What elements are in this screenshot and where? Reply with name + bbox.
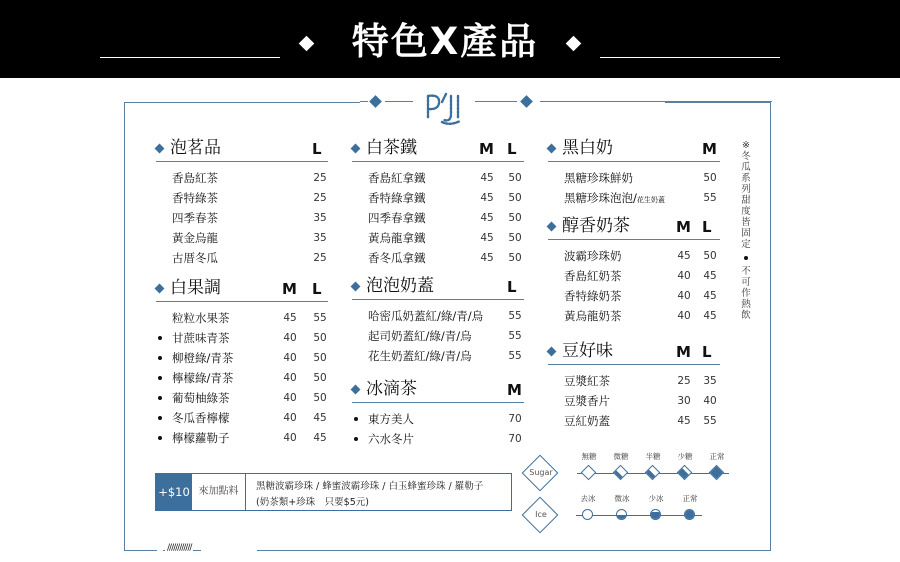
diamond-icon — [351, 144, 361, 154]
item-name — [368, 248, 426, 268]
item-price: 50 — [508, 212, 522, 224]
size-label: M — [676, 218, 691, 236]
sugar-level-label: 正常 — [709, 452, 725, 461]
item-name-text: 四季春茶 — [172, 211, 218, 225]
menu-item — [548, 286, 720, 306]
item-name — [172, 188, 218, 208]
item-list — [156, 168, 328, 268]
item-list — [156, 308, 328, 448]
menu-section-milk-foam — [352, 274, 524, 366]
item-price: 55 — [508, 330, 522, 342]
ice-level-label: 正常 — [682, 494, 698, 503]
bullet-icon — [158, 356, 162, 360]
item-name-text: 花生奶蓋紅/綠/青/烏 — [368, 349, 472, 363]
sugar-level-label: 半糖 — [645, 452, 661, 461]
item-name-text: 波霸珍珠奶 — [564, 249, 622, 263]
item-price: 50 — [313, 392, 327, 404]
item-name-text: 粒粒水果茶 — [172, 311, 230, 325]
item-name-text: 香冬瓜拿鐵 — [368, 251, 426, 265]
item-name — [564, 286, 622, 306]
item-price: 45 — [703, 290, 717, 302]
item-price: 45 — [480, 252, 494, 264]
item-price: 70 — [508, 433, 522, 445]
item-name — [564, 391, 610, 411]
bullet-icon — [354, 437, 358, 441]
menu-section-black-white-milk — [548, 136, 720, 208]
diamond-icon — [369, 95, 382, 108]
size-label: L — [702, 343, 712, 361]
ice-level-fill — [685, 510, 694, 519]
item-name-text: 四季春拿鐵 — [368, 211, 426, 225]
menu-item — [352, 409, 524, 429]
sugar-level-label: 無糖 — [581, 452, 597, 461]
menu-item — [156, 228, 328, 248]
item-name — [368, 228, 426, 248]
toppings-label: 來加點料 — [192, 474, 246, 510]
diamond-icon — [520, 95, 533, 108]
sugar-level-label: 少糖 — [677, 452, 693, 461]
item-name-text: 香特綠茶 — [172, 191, 218, 205]
item-price: 40 — [677, 310, 691, 322]
item-name — [172, 208, 218, 228]
item-name-text: 香島紅奶茶 — [564, 269, 622, 283]
item-name-text: 哈密瓜奶蓋紅/綠/青/烏 — [368, 309, 484, 323]
ice-level-fill — [651, 512, 660, 519]
size-label: L — [312, 140, 322, 158]
ice-level-mark[interactable] — [582, 509, 593, 520]
diamond-icon — [566, 36, 582, 52]
item-list — [548, 168, 720, 208]
toppings-list: 黑糖波霸珍珠 / 蜂蜜波霸珍珠 / 白玉蜂蜜珍珠 / 羅勒子 — [256, 481, 484, 492]
section-title: 黑白奶 — [562, 138, 613, 158]
item-name-text: 檸檬蘿勒子 — [172, 431, 230, 445]
section-header — [548, 214, 720, 240]
item-name — [368, 409, 414, 429]
section-title: 泡泡奶蓋 — [366, 276, 434, 296]
menu-item — [548, 306, 720, 326]
item-price: 35 — [313, 212, 327, 224]
size-label: M — [479, 140, 494, 158]
ice-level-label: 少冰 — [648, 494, 664, 503]
item-price: 40 — [677, 270, 691, 282]
item-price: 50 — [508, 252, 522, 264]
toppings-price: +$10 — [156, 474, 192, 510]
menu-item — [156, 408, 328, 428]
item-name — [172, 328, 230, 348]
section-title: 白果調 — [170, 278, 221, 298]
item-price: 55 — [313, 312, 327, 324]
menu-item — [352, 188, 524, 208]
section-header — [352, 136, 524, 162]
bullet-icon — [158, 396, 162, 400]
size-label: M — [676, 343, 691, 361]
item-price: 45 — [677, 415, 691, 427]
item-name-text: 檸檬綠/青茶 — [172, 371, 234, 385]
page-title: 特色X產品 — [351, 20, 539, 63]
toppings-note: (奶茶類+珍珠 只要$5元) — [256, 497, 369, 508]
bullet-icon — [158, 436, 162, 440]
item-name — [368, 188, 426, 208]
item-price: 45 — [313, 432, 327, 444]
item-price: 70 — [508, 413, 522, 425]
item-name-text: 香島紅茶 — [172, 171, 218, 185]
menu-item — [548, 266, 720, 286]
menu-item — [352, 306, 524, 326]
menu-section-white-tea-latte — [352, 136, 524, 268]
item-name-text: 香島紅拿鐵 — [368, 171, 426, 185]
sugar-label: Sugar — [529, 468, 553, 477]
item-name — [172, 168, 218, 188]
item-name — [172, 368, 233, 388]
menu-item — [548, 371, 720, 391]
item-name — [368, 306, 483, 326]
item-price: 45 — [480, 192, 494, 204]
item-name — [564, 188, 665, 210]
diamond-icon — [547, 347, 557, 357]
header-rule-right — [600, 57, 780, 58]
menu-item — [352, 346, 524, 366]
item-name — [564, 371, 610, 391]
diamond-icon — [299, 36, 315, 52]
section-title: 白茶鐵 — [366, 138, 417, 158]
item-name-text: 豆漿紅茶 — [564, 374, 610, 388]
item-price: 40 — [283, 412, 297, 424]
item-name-text: 黃烏龍奶茶 — [564, 309, 622, 323]
item-name — [564, 168, 633, 188]
bullet-icon — [158, 376, 162, 380]
bullet-icon — [158, 336, 162, 340]
menu-item — [548, 411, 720, 431]
header-rule-left — [100, 57, 280, 58]
size-label: M — [702, 140, 717, 158]
menu-section-cold-drip — [352, 377, 524, 449]
item-name-text: 六水冬片 — [368, 432, 414, 446]
item-price: 50 — [508, 172, 522, 184]
item-name — [368, 429, 414, 449]
item-name — [564, 306, 622, 326]
section-header — [156, 136, 328, 162]
item-price: 40 — [283, 432, 297, 444]
item-price: 40 — [283, 352, 297, 364]
section-header — [156, 276, 328, 302]
side-note-line2: 不可作熱飲 — [741, 266, 751, 321]
item-list — [352, 409, 524, 449]
item-name-text: 黑糖珍珠鮮奶 — [564, 171, 633, 185]
item-price: 45 — [703, 310, 717, 322]
item-name — [368, 326, 472, 346]
menu-item — [548, 168, 720, 188]
size-label: L — [702, 218, 712, 236]
item-price: 25 — [677, 375, 691, 387]
menu-item — [156, 328, 328, 348]
menu-item — [352, 248, 524, 268]
item-name — [368, 168, 426, 188]
bullet-icon — [744, 256, 748, 260]
menu-item — [156, 308, 328, 328]
section-title: 豆好味 — [562, 341, 613, 361]
menu-item — [548, 246, 720, 266]
item-price: 40 — [677, 290, 691, 302]
item-price: 50 — [313, 332, 327, 344]
item-name-text: 葡萄柚綠茶 — [172, 391, 230, 405]
ice-level-mark[interactable] — [650, 509, 661, 520]
item-name-text: 黃烏龍拿鐵 — [368, 231, 426, 245]
item-price: 45 — [283, 312, 297, 324]
item-price: 50 — [703, 250, 717, 262]
menu-item — [156, 248, 328, 268]
item-price: 40 — [283, 372, 297, 384]
menu-section-fruit — [156, 276, 328, 448]
section-title: 泡茗品 — [170, 138, 221, 158]
item-name-text: 香特綠奶茶 — [564, 289, 622, 303]
size-label: L — [507, 278, 517, 296]
item-name-text: 黑糖珍珠泡泡/ — [564, 191, 637, 205]
menu-item — [352, 429, 524, 449]
menu-item — [156, 368, 328, 388]
ice-level-mark[interactable] — [616, 509, 627, 520]
ice-label: Ice — [535, 510, 547, 519]
item-name — [172, 348, 233, 368]
ice-level-label: 微冰 — [614, 494, 630, 503]
section-header — [548, 136, 720, 162]
item-price: 45 — [677, 250, 691, 262]
item-name — [564, 266, 622, 286]
menu-item — [352, 168, 524, 188]
diamond-icon — [547, 222, 557, 232]
item-name-text: 豆紅奶蓋 — [564, 414, 610, 428]
side-note-line1: ※冬瓜系列甜度皆固定 — [741, 140, 751, 250]
menu-section-brewed-tea — [156, 136, 328, 268]
item-name — [172, 308, 230, 328]
item-list — [548, 246, 720, 326]
brand-logo-icon — [422, 88, 466, 128]
item-price: 50 — [508, 192, 522, 204]
item-name-text: 豆漿香片 — [564, 394, 610, 408]
decorative-slashes: //////////// — [167, 543, 192, 553]
section-title: 醇香奶茶 — [562, 216, 630, 236]
item-price: 45 — [313, 412, 327, 424]
item-price: 35 — [703, 375, 717, 387]
item-list — [352, 168, 524, 268]
item-name — [368, 346, 472, 366]
item-price: 50 — [703, 172, 717, 184]
menu-item — [156, 388, 328, 408]
diamond-icon — [547, 144, 557, 154]
bullet-icon — [354, 417, 358, 421]
size-label: L — [507, 140, 517, 158]
menu-item — [156, 428, 328, 448]
menu-item — [548, 188, 720, 208]
menu-section-milk-tea — [548, 214, 720, 326]
item-price: 55 — [508, 350, 522, 362]
item-price: 25 — [313, 192, 327, 204]
section-title: 冰滴茶 — [366, 379, 417, 399]
item-price: 55 — [703, 192, 717, 204]
diamond-icon — [351, 282, 361, 292]
menu-item — [352, 228, 524, 248]
size-label: M — [282, 280, 297, 298]
item-price: 25 — [313, 172, 327, 184]
item-price: 50 — [508, 232, 522, 244]
toppings-box — [155, 473, 512, 511]
item-name-text: 冬瓜香檸檬 — [172, 411, 230, 425]
menu-item — [352, 326, 524, 346]
item-price: 55 — [703, 415, 717, 427]
menu-item — [156, 168, 328, 188]
ice-level-label: 去冰 — [580, 494, 596, 503]
menu-section-soy — [548, 339, 720, 431]
sugar-level-label: 微糖 — [613, 452, 629, 461]
item-price: 30 — [677, 395, 691, 407]
section-header — [352, 377, 524, 403]
item-name — [368, 208, 426, 228]
section-header — [548, 339, 720, 365]
item-price: 45 — [480, 212, 494, 224]
item-name-text: 起司奶蓋紅/綠/青/烏 — [368, 329, 472, 343]
item-price: 25 — [313, 252, 327, 264]
item-price: 45 — [480, 172, 494, 184]
item-name — [564, 246, 622, 266]
item-name — [172, 428, 230, 448]
side-note — [740, 140, 752, 321]
item-list — [352, 306, 524, 366]
item-name-text: 柳橙綠/青茶 — [172, 351, 234, 365]
menu-item — [156, 208, 328, 228]
item-name — [172, 228, 218, 248]
item-name-text: 黃金烏龍 — [172, 231, 218, 245]
bullet-icon — [158, 416, 162, 420]
menu-item — [352, 208, 524, 228]
menu-item — [156, 188, 328, 208]
item-price: 50 — [313, 372, 327, 384]
item-name-text: 香特綠拿鐵 — [368, 191, 426, 205]
item-name — [172, 248, 218, 268]
item-name — [172, 408, 230, 428]
item-name-text: 東方美人 — [368, 412, 414, 426]
header-banner — [0, 0, 900, 78]
item-price: 55 — [508, 310, 522, 322]
diamond-icon — [351, 385, 361, 395]
size-label: L — [312, 280, 322, 298]
item-price: 45 — [703, 270, 717, 282]
item-name-text: 古厝冬瓜 — [172, 251, 218, 265]
item-price: 35 — [313, 232, 327, 244]
item-name — [564, 411, 610, 431]
item-price: 40 — [283, 392, 297, 404]
menu-item — [548, 391, 720, 411]
size-label: M — [507, 381, 522, 399]
item-price: 45 — [480, 232, 494, 244]
item-list — [548, 371, 720, 431]
diamond-icon — [155, 284, 165, 294]
diamond-icon — [155, 144, 165, 154]
section-header — [352, 274, 524, 300]
item-name — [172, 388, 230, 408]
item-price: 40 — [283, 332, 297, 344]
item-sub-note: 花生奶蓋 — [636, 196, 665, 204]
item-name-text: 甘蔗味青茶 — [172, 331, 230, 345]
item-price: 50 — [313, 352, 327, 364]
ice-level-fill — [617, 515, 626, 520]
menu-item — [156, 348, 328, 368]
item-price: 40 — [703, 395, 717, 407]
ice-level-mark[interactable] — [684, 509, 695, 520]
